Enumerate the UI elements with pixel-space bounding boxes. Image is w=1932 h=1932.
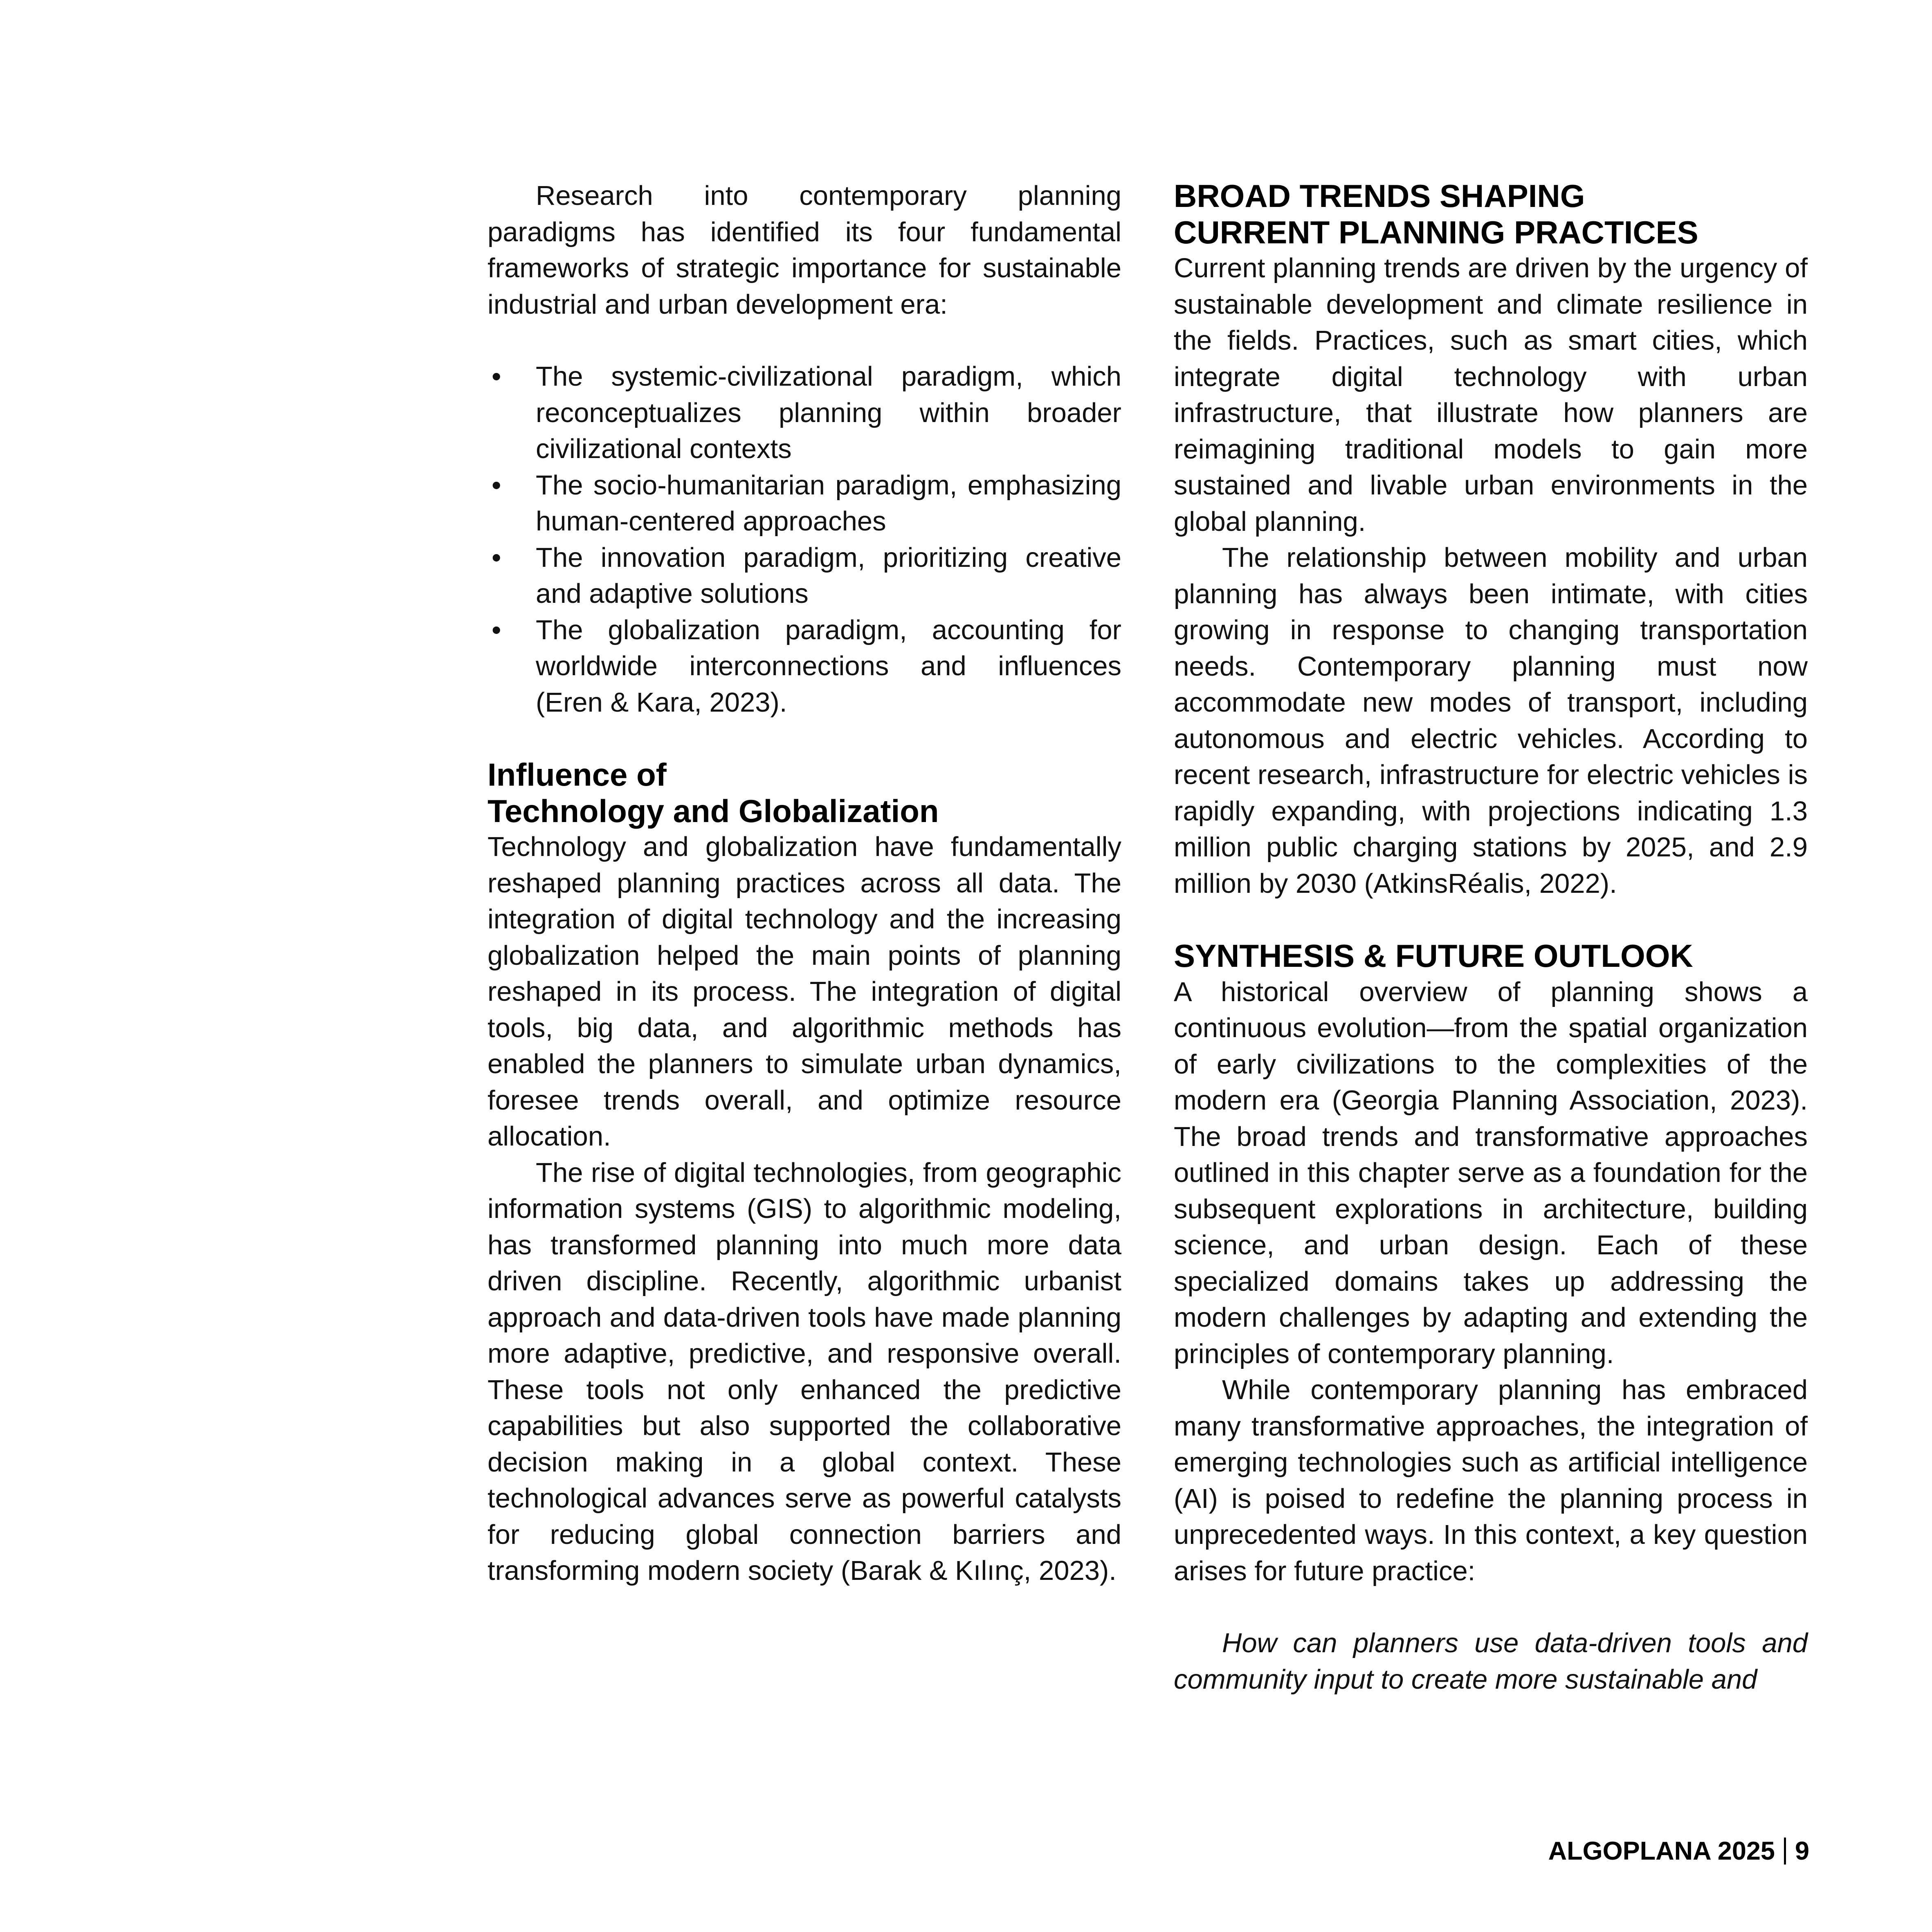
spacer [1174, 902, 1808, 938]
list-item-text: The systemic-civilizational paradigm, which reconceptualizes planning within broader civilizational contexts [536, 361, 1121, 464]
spacer [487, 721, 1121, 757]
bullet-icon: • [492, 470, 501, 501]
section-heading-trends [1174, 178, 1808, 250]
intro-paragraph: Research into contemporary planning paradigms has identified its four fundamental frameworks of strategic importance for sustainable industrial and urban development era: [487, 180, 1121, 320]
section-heading-technology [487, 757, 1121, 829]
list-item [487, 467, 1121, 540]
page-number: 9 [1795, 1837, 1809, 1865]
footer-divider [1784, 1838, 1786, 1865]
body-paragraph: Technology and globalization have fundamentally reshaped planning practices across all data. The integration of digital technology and the increasing globalization helped the main points of planning reshaped in its process. The integration of digital tools, big data, and algorithmic methods has enabled the planners to simulate urban dynamics, foresee trends overall, and optimize resource allocation. [487, 831, 1121, 1152]
left-column [487, 178, 1121, 1589]
list-item [487, 540, 1121, 612]
key-question: How can planners use data-driven tools and community input to create more sustainable and [1174, 1628, 1808, 1695]
bullet-icon: • [492, 542, 501, 573]
heading-line: CURRENT PLANNING PRACTICES [1174, 214, 1698, 250]
list-item-text: The socio-humanitarian paradigm, emphasizing human-centered approaches [536, 470, 1121, 537]
right-column [1174, 178, 1808, 1698]
list-item [487, 612, 1121, 721]
page-footer [1548, 1835, 1809, 1867]
list-item-text: The innovation paradigm, prioritizing creative and adaptive solutions [536, 542, 1121, 609]
bullet-icon: • [492, 361, 501, 392]
bullet-icon: • [492, 614, 501, 645]
publication-name: ALGOPLANA 2025 [1548, 1837, 1775, 1865]
list-item-text: The globalization paradigm, accounting for worldwide interconnections and influences (Eren & Kara, 2023). [536, 614, 1121, 718]
spacer [1174, 1589, 1808, 1625]
spacer [487, 323, 1121, 359]
body-paragraph: The relationship between mobility and urban planning has always been intimate, with cities growing in response to changing transportation needs. Contemporary planning must now accommodate new modes of transport, including autonomous and electric vehicles. According to recent research, infrastructure for electric vehicles is rapidly expanding, with projections indicating 1.3 million public charging stations by 2025, and 2.9 million by 2030 (AtkinsRéalis, 2022). [1174, 542, 1808, 899]
body-paragraph: While contemporary planning has embraced many transformative approaches, the integration of emerging technologies such as artificial intelligence (AI) is poised to redefine the planning process in unprecedented ways. In this context, a key question arises for future practice: [1174, 1375, 1808, 1586]
heading-line: Technology and Globalization [487, 793, 939, 829]
paradigm-list [487, 359, 1121, 721]
body-paragraph: Current planning trends are driven by the urgency of sustainable development and climate resilience in the fields. Practices, such as smart cities, which integrate digital technology with urban infrastructure, that illustrate how planners are reimagining traditional models to gain more sustained and livable urban environments in the global planning. [1174, 253, 1808, 537]
body-paragraph: A historical overview of planning shows a continuous evolution—from the spatial organization of early civilizations to the complexities of the modern era (Georgia Planning Association, 2023). The broad trends and transformative approaches outlined in this chapter serve as a foundation for the subsequent explorations in architecture, building science, and urban design. Each of these specialized domains takes up addressing the modern challenges by adapting and extending the principles of contemporary planning. [1174, 976, 1808, 1369]
list-item [487, 359, 1121, 467]
section-heading-synthesis: SYNTHESIS & FUTURE OUTLOOK [1174, 938, 1693, 974]
body-paragraph: The rise of digital technologies, from geographic information systems (GIS) to algorithmic modeling, has transformed planning into much more data driven discipline. Recently, algorithmic urbanist approach and data-driven tools have made planning more adaptive, predictive, and responsive overall. These tools not only enhanced the predictive capabilities but also supported the collaborative decision making in a global context. These technological advances serve as powerful catalysts for reducing global connection barriers and transforming modern society (Barak & Kılınç, 2023). [487, 1157, 1121, 1586]
heading-line: BROAD TRENDS SHAPING [1174, 178, 1585, 214]
heading-line: Influence of [487, 757, 667, 793]
